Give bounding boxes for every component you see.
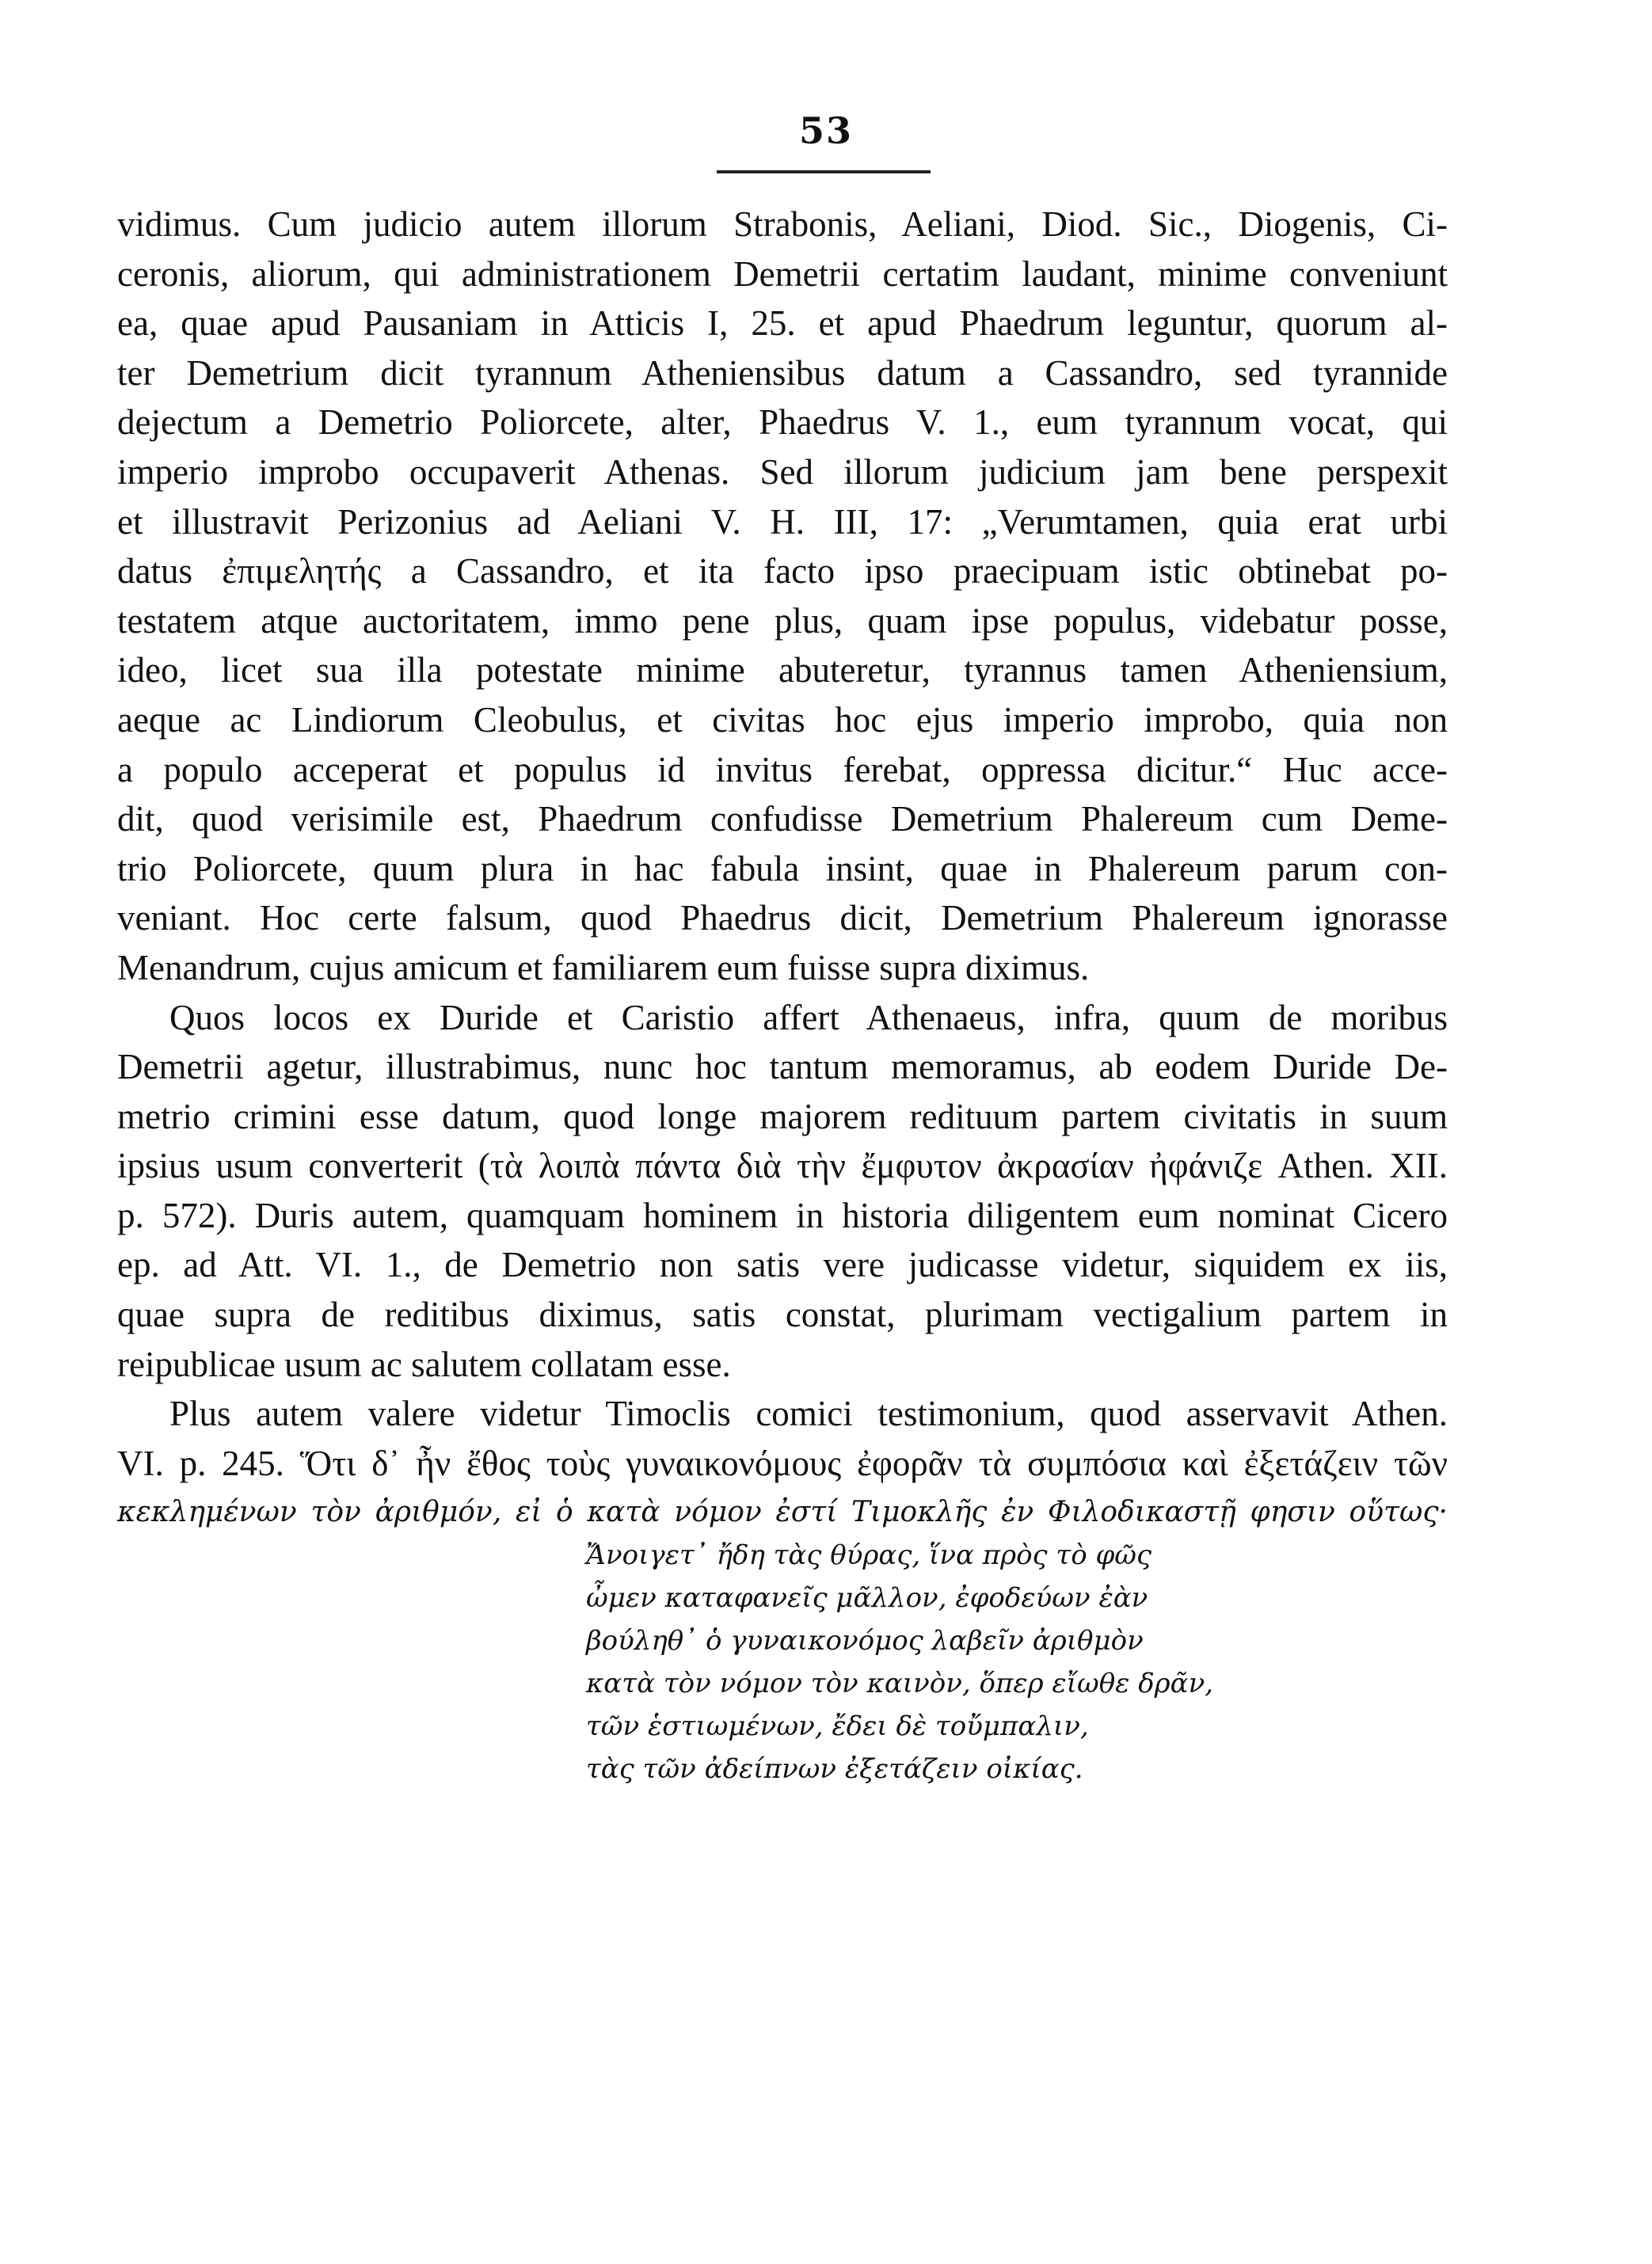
text-line: ea, quae apud Pausaniam in Atticis I, 25. et apud Phaedrum leguntur, quorum al- xyxy=(117,303,1448,344)
verse-line: Ἄνοιγετ᾽ ἤδη τὰς θύρας, ἵνα πρὸς τὸ φῶς xyxy=(586,1539,1152,1571)
text-line: datus ἐπιμελητής a Cassandro, et ita facto ipso praecipuam istic obtinebat po- xyxy=(117,551,1448,592)
body-text xyxy=(117,200,1448,1538)
text-line: Demetrii agetur, illustrabimus, nunc hoc tantum memoramus, ab eodem Duride De- xyxy=(117,1047,1448,1087)
verse-line: ὦμεν καταφανεῖς μᾶλλον, ἐφοδεύων ἐὰν xyxy=(586,1582,1148,1614)
greek-text-line: κεκλημένων τὸν ἀριθμόν, εἰ ὁ κατὰ νόμον ἐστί Τιμοκλῆς ἐν Φιλοδικαστῇ φησιν οὕτως· xyxy=(117,1496,1448,1529)
page-number: 53 xyxy=(798,109,853,152)
text-line: aeque ac Lindiorum Cleobulus, et civitas hoc ejus imperio improbo, quia non xyxy=(117,699,1448,740)
text-line: VI. p. 245. Ὅτι δ᾽ ἦν ἔθος τοὺς γυναικονόμους ἐφορᾶν τὰ συμπόσια καὶ ἐξετάζειν τῶν xyxy=(117,1443,1448,1483)
verse-line: βούληθ᾽ ὁ γυναικονόμος λαβεῖν ἀριθμὸν xyxy=(586,1625,1144,1657)
text-line: dit, quod verisimile est, Phaedrum confudisse Demetrium Phalereum cum Deme- xyxy=(117,799,1448,839)
text-line: quae supra de reditibus diximus, satis constat, plurimam vectigalium partem in xyxy=(117,1295,1448,1335)
paragraph-end-line: Menandrum, cujus amicum et familiarem eum fuisse supra diximus. xyxy=(117,947,1090,987)
paragraph-end-line: reipublicae usum ac salutem collatam esse. xyxy=(117,1344,731,1384)
text-line: p. 572). Duris autem, quamquam hominem in historia diligentem eum nominat Cicero xyxy=(117,1195,1448,1235)
text-line: et illustravit Perizonius ad Aeliani V. H. III, 17: „Verumtamen, quia erat urbi xyxy=(117,501,1448,542)
text-line: metrio crimini esse datum, quod longe majorem redituum partem civitatis in suum xyxy=(117,1096,1448,1136)
text-line: a populo acceperat et populus id invitus ferebat, oppressa dicitur.“ Huc acce- xyxy=(117,749,1448,790)
verse-line: τὰς τῶν ἀδείπνων ἐξετάζειν οἰκίας. xyxy=(586,1753,1083,1785)
text-line: veniant. Hoc certe falsum, quod Phaedrus dicit, Demetrium Phalereum ignorasse xyxy=(117,898,1448,938)
text-line: trio Poliorcete, quum plura in hac fabula insint, quae in Phalereum parum con- xyxy=(117,848,1448,888)
verse-line: κατὰ τὸν νόμον τὸν καινὸν, ὅπερ εἴωθε δρᾶν, xyxy=(586,1668,1214,1699)
paragraph-start-line: Plus autem valere videtur Timoclis comici testimonium, quod asservavit Athen. xyxy=(169,1394,1448,1434)
text-line: imperio improbo occupaverit Athenas. Sed illorum judicium jam bene perspexit xyxy=(117,451,1448,492)
header-rule xyxy=(717,170,931,173)
text-line: ter Demetrium dicit tyrannum Atheniensibus datum a Cassandro, sed tyrannide xyxy=(117,352,1448,393)
text-line: vidimus. Cum judicio autem illorum Strabonis, Aeliani, Diod. Sic., Diogenis, Ci- xyxy=(117,204,1448,244)
paragraph-start-line: Quos locos ex Duride et Caristio affert Athenaeus, infra, quum de moribus xyxy=(169,997,1448,1037)
text-line: ceronis, aliorum, qui administrationem Demetrii certatim laudant, minime conveniunt xyxy=(117,253,1448,294)
text-line: testatem atque auctoritatem, immo pene plus, quam ipse populus, videbatur posse, xyxy=(117,600,1448,641)
text-line: ipsius usum converterit (τὰ λοιπὰ πάντα διὰ τὴν ἔμφυτον ἀκρασίαν ἠφάνιζε Athen. XII. xyxy=(117,1146,1448,1186)
verse-quotation xyxy=(586,1534,1418,1790)
verse-line: τῶν ἑστιωμένων, ἔδει δὲ τοὔμπαλιν, xyxy=(586,1710,1089,1742)
text-line: ep. ad Att. VI. 1., de Demetrio non satis vere judicasse videtur, siquidem ex iis, xyxy=(117,1245,1448,1285)
text-line: ideo, licet sua illa potestate minime abuteretur, tyrannus tamen Atheniensium, xyxy=(117,650,1448,691)
text-line: dejectum a Demetrio Poliorcete, alter, Phaedrus V. 1., eum tyrannum vocat, qui xyxy=(117,402,1448,443)
